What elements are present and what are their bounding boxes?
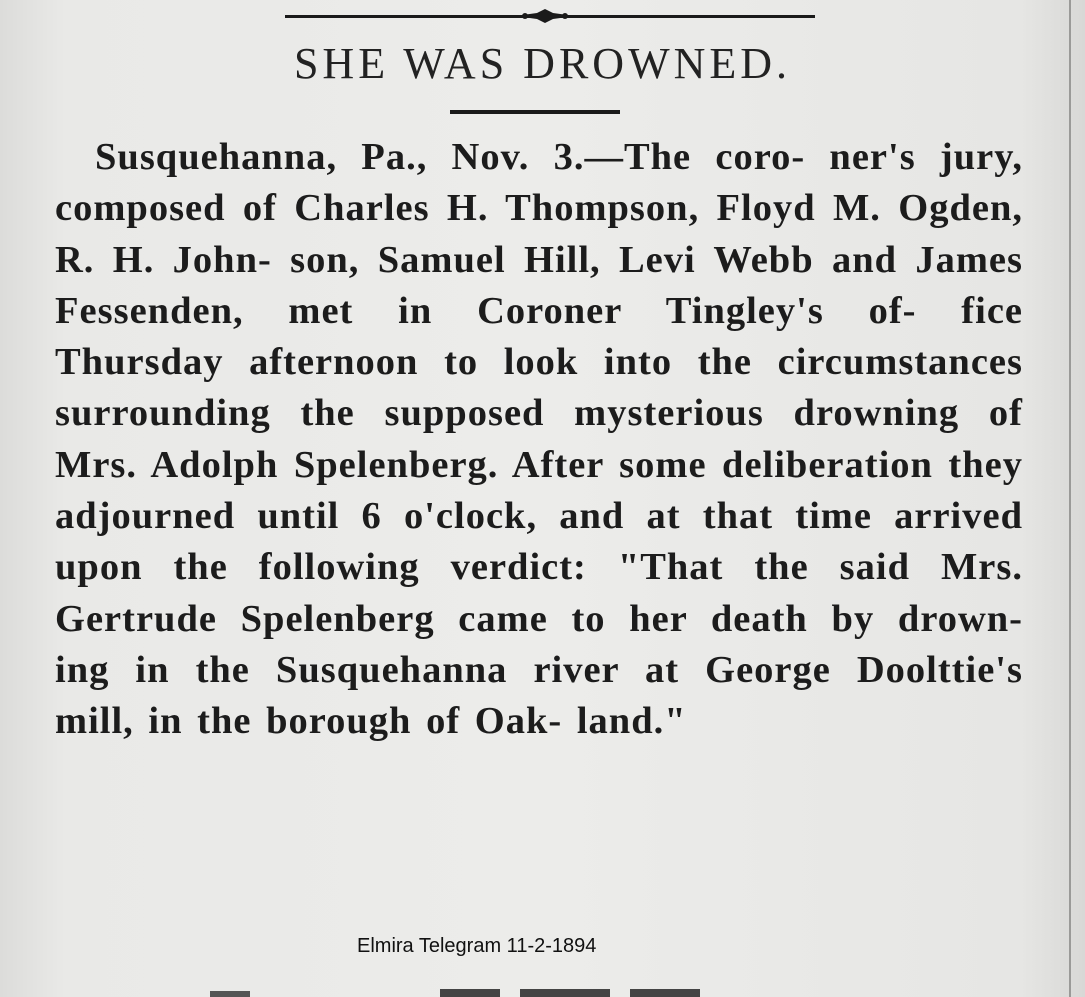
ornament-icon [515, 8, 575, 24]
article-body: Susquehanna, Pa., Nov. 3.—The coro- ner's jury, composed of Charles H. Thompson, Floyd M. Ogden, R. H. John- son, Samuel Hill, Levi Webb and James Fessenden, met in Coroner Tingley's of- fice Thursday afternoon to look into the circumstances surrounding the supposed mysterious drowning of Mrs. Adolph Spelenberg. After some deliberation they adjourned until 6 o'clock, and at that time arrived upon the following verdict: "That the said Mrs. Gertrude Spelenberg came to her death by drown- ing in the Susquehanna river at George Doolttie's mill, in the borough of Oak- land." [55, 136, 1023, 743]
source-caption: Elmira Telegram 11-2-1894 [357, 935, 597, 957]
headline-divider-rule [450, 110, 620, 114]
article-headline: SHE WAS DROWNED. [293, 39, 792, 88]
page-edge [1069, 0, 1071, 997]
cut-off-next-headline [200, 985, 840, 997]
